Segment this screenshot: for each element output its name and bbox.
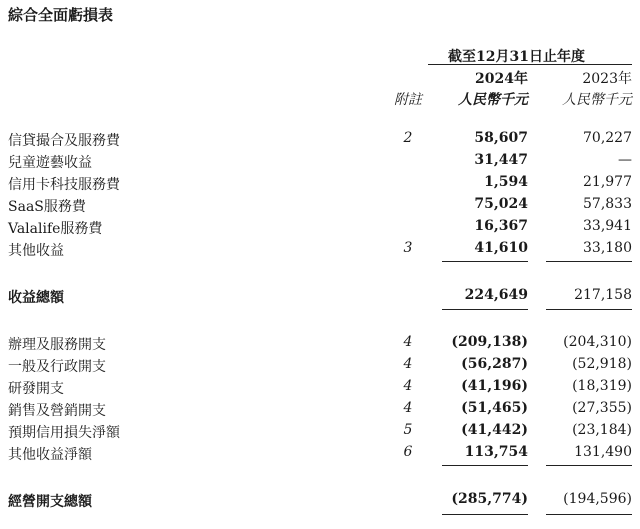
row-value-2023: 33,180 xyxy=(583,240,632,256)
page-title: 綜合全面虧損表 xyxy=(8,6,114,24)
row-value-2023: 70,227 xyxy=(583,130,632,146)
total-revenue-row xyxy=(0,287,640,309)
total-revenue-2024: 224,649 xyxy=(464,287,528,303)
row-value-2024: 58,607 xyxy=(474,130,528,146)
row-note: 4 xyxy=(403,400,413,416)
row-value-2023: 57,833 xyxy=(583,196,632,212)
table-row xyxy=(0,334,640,356)
row-value-2023: 33,941 xyxy=(583,218,632,234)
note-column-header: 附註 xyxy=(394,92,422,108)
total-rule-2024 xyxy=(442,514,528,515)
row-label: SaaS服務費 xyxy=(8,199,86,215)
row-value-2024: 41,610 xyxy=(474,240,528,256)
row-value-2023: 131,490 xyxy=(574,444,632,460)
row-value-2023: (23,184) xyxy=(572,422,632,438)
total-rule-2024 xyxy=(442,309,528,310)
row-value-2023: (204,310) xyxy=(563,334,632,350)
table-row xyxy=(0,400,640,422)
row-label: 辦理及服務開支 xyxy=(8,337,106,353)
year-2023-header: 2023年 xyxy=(582,71,632,87)
row-note: 4 xyxy=(403,334,413,350)
row-value-2024: 31,447 xyxy=(474,152,528,168)
total-rule-2023 xyxy=(546,309,632,310)
row-value-2024: (51,465) xyxy=(461,400,528,416)
table-row xyxy=(0,174,640,196)
table-row xyxy=(0,130,640,152)
table-row xyxy=(0,240,640,262)
row-note: 6 xyxy=(403,444,413,460)
subtotal-rule-2024 xyxy=(442,261,528,262)
row-label: 信用卡科技服務費 xyxy=(8,177,120,193)
period-header: 截至12月31日止年度 xyxy=(448,49,585,65)
row-label: 一般及行政開支 xyxy=(8,359,106,375)
row-value-2023: — xyxy=(618,152,632,168)
row-label: Valalife服務費 xyxy=(8,221,103,237)
row-note: 5 xyxy=(403,422,413,438)
row-value-2024: 1,594 xyxy=(484,174,528,190)
total-expense-row xyxy=(0,491,640,513)
row-value-2023: (52,918) xyxy=(572,356,632,372)
total-expense-2024: (285,774) xyxy=(451,491,528,507)
row-note: 2 xyxy=(403,130,413,146)
row-label: 信貸撮合及服務費 xyxy=(8,133,120,149)
table-row xyxy=(0,356,640,378)
total-expense-label: 經營開支總額 xyxy=(8,494,92,510)
row-value-2024: (41,196) xyxy=(461,378,528,394)
row-note: 4 xyxy=(403,378,413,394)
total-revenue-2023: 217,158 xyxy=(574,287,632,303)
total-expense-2023: (194,596) xyxy=(563,491,632,507)
table-row xyxy=(0,444,640,466)
row-label: 其他收益淨額 xyxy=(8,447,92,463)
row-value-2023: (18,319) xyxy=(572,378,632,394)
row-value-2023: 21,977 xyxy=(583,174,632,190)
total-revenue-label: 收益總額 xyxy=(8,290,64,306)
row-label: 其他收益 xyxy=(8,243,64,259)
subtotal-rule-2023 xyxy=(546,261,632,262)
table-row xyxy=(0,196,640,218)
subtotal-rule-2024 xyxy=(442,465,528,466)
row-value-2024: 75,024 xyxy=(474,196,528,212)
row-label: 預期信用損失淨額 xyxy=(8,425,120,441)
subtotal-rule-2023 xyxy=(546,465,632,466)
year-2024-header: 2024年 xyxy=(475,71,528,87)
table-row xyxy=(0,218,640,240)
currency-2024-header: 人民幣千元 xyxy=(458,92,528,108)
row-value-2024: 16,367 xyxy=(474,218,528,234)
row-value-2024: (41,442) xyxy=(461,422,528,438)
row-note: 3 xyxy=(403,240,413,256)
table-row xyxy=(0,378,640,400)
row-value-2024: (209,138) xyxy=(451,334,528,350)
table-row xyxy=(0,152,640,174)
row-note: 4 xyxy=(403,356,413,372)
row-label: 研發開支 xyxy=(8,381,64,397)
row-value-2024: 113,754 xyxy=(464,444,528,460)
row-label: 兒童遊藝收益 xyxy=(8,155,92,171)
row-label: 銷售及營銷開支 xyxy=(8,403,106,419)
total-rule-2023 xyxy=(546,514,632,515)
currency-2023-header: 人民幣千元 xyxy=(562,92,632,108)
table-row xyxy=(0,422,640,444)
row-value-2023: (27,355) xyxy=(572,400,632,416)
row-value-2024: (56,287) xyxy=(461,356,528,372)
period-rule xyxy=(428,64,632,65)
